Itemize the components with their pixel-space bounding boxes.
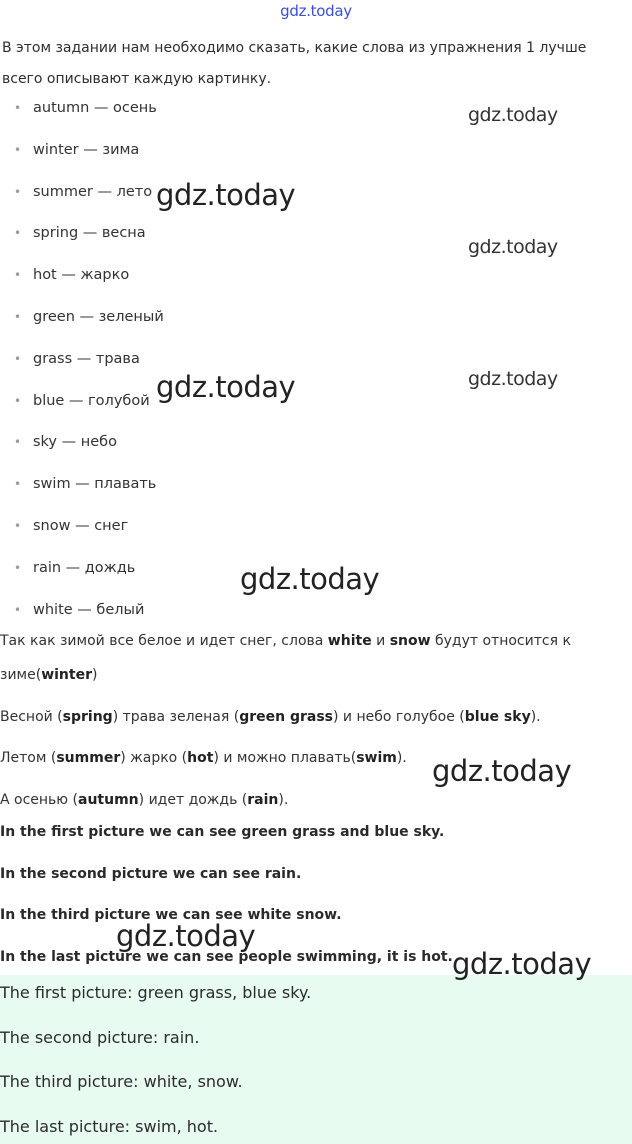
text-run: зиме( [0,667,42,683]
list-item [14,255,164,297]
watermark: gdz.today [116,919,256,953]
winter-paragraph-line-1 [0,625,628,658]
autumn-paragraph [0,784,628,817]
watermark: gdz.today [468,368,558,390]
bullet-icon: • [14,101,22,115]
watermark: gdz.today [452,947,592,981]
text-run: ). [278,792,289,808]
text-run: ) [91,667,98,683]
list-item-text: sky — небо [33,434,117,451]
intro-line-2: всего описывают каждую картинку. [2,71,272,87]
text-run: ) жарко ( [120,750,188,766]
keyword: autumn [78,792,139,808]
bullet-icon: • [14,142,22,157]
bullet-icon: • [14,268,22,283]
list-item [14,130,164,172]
keyword: swim [356,750,397,766]
spring-paragraph [0,701,628,734]
bullet-icon: • [14,184,22,199]
bullet-icon: • [14,309,22,324]
list-item-text: white — белый [33,601,145,618]
list-item-text: spring — весна [33,225,146,242]
list-item [14,422,164,464]
word-list [14,88,164,631]
bullet-icon: • [14,226,22,241]
bullet-icon: • [14,477,22,492]
text-run: Летом ( [0,750,57,766]
list-item-text: swim — плавать [33,476,157,493]
text-run: и [371,633,390,649]
intro-line-1: В этом задании нам необходимо сказать, какие слова из упражнения 1 лучше [2,40,587,56]
text-run: Весной ( [0,709,63,725]
watermark: gdz.today [432,754,572,788]
english-sentence-1: In the first picture we can see green grass and blue sky. [0,824,445,840]
watermark: gdz.today [468,236,558,258]
text-run: ) и небо голубое ( [333,709,465,725]
bullet-icon: • [14,518,22,533]
list-item-text: winter — зима [33,141,140,158]
list-item [14,548,164,590]
keyword: green grass [239,709,333,725]
text-run: Так как зимой все белое и идет снег, слова [0,633,328,649]
list-item [14,297,164,339]
text-run: ) идет дождь ( [138,792,248,808]
list-item [14,506,164,548]
watermark: gdz.today [156,370,296,404]
list-item [14,88,164,130]
answer-line-4: The last picture: swim, hot. [0,1117,219,1136]
bullet-icon: • [14,393,22,408]
list-item-text: summer — лето [33,183,153,200]
answer-line-1: The first picture: green grass, blue sky. [0,983,312,1002]
text-run: ) трава зеленая ( [112,709,240,725]
list-item-text: rain — дождь [33,559,136,576]
watermark: gdz.today [156,178,296,212]
answer-box [0,975,632,1144]
list-item [14,464,164,506]
bullet-icon: • [14,602,22,617]
list-item [14,381,164,423]
winter-paragraph-line-2 [0,659,628,692]
list-item [14,213,164,255]
list-item-text: hot — жарко [33,267,130,284]
bullet-icon: • [14,351,22,366]
text-run: А осенью ( [0,792,79,808]
keyword: white [327,633,372,649]
text-run: ) и можно плавать( [213,750,357,766]
answer-line-3: The third picture: white, snow. [0,1072,243,1091]
bullet-icon: • [14,560,22,575]
keyword: hot [187,750,214,766]
text-run: ). [530,709,541,725]
keyword: winter [41,667,92,683]
english-sentence-4: In the last picture we can see people swimming, it is hot. [0,949,453,965]
text-run: будут относится к [430,633,571,649]
watermark: gdz.today [240,562,380,596]
watermark: gdz.today [468,104,558,126]
list-item-text: snow — снег [33,517,129,534]
english-sentence-2: In the second picture we can see rain. [0,866,302,882]
list-item-text: grass — трава [33,350,140,367]
bullet-icon: • [14,435,22,450]
keyword: rain [247,792,279,808]
list-item-text: autumn — осень [33,100,157,116]
keyword: spring [62,709,113,725]
answer-line-2: The second picture: rain. [0,1028,200,1047]
keyword: summer [56,750,121,766]
list-item [14,339,164,381]
list-item-text: green — зеленый [33,308,164,325]
english-sentence-3: In the third picture we can see white snow. [0,907,342,923]
text-run: ). [396,750,407,766]
site-logo[interactable]: gdz.today [280,2,352,20]
keyword: snow [389,633,431,649]
list-item-text: blue — голубой [33,392,150,409]
list-item [14,172,164,214]
keyword: blue sky [464,709,531,725]
